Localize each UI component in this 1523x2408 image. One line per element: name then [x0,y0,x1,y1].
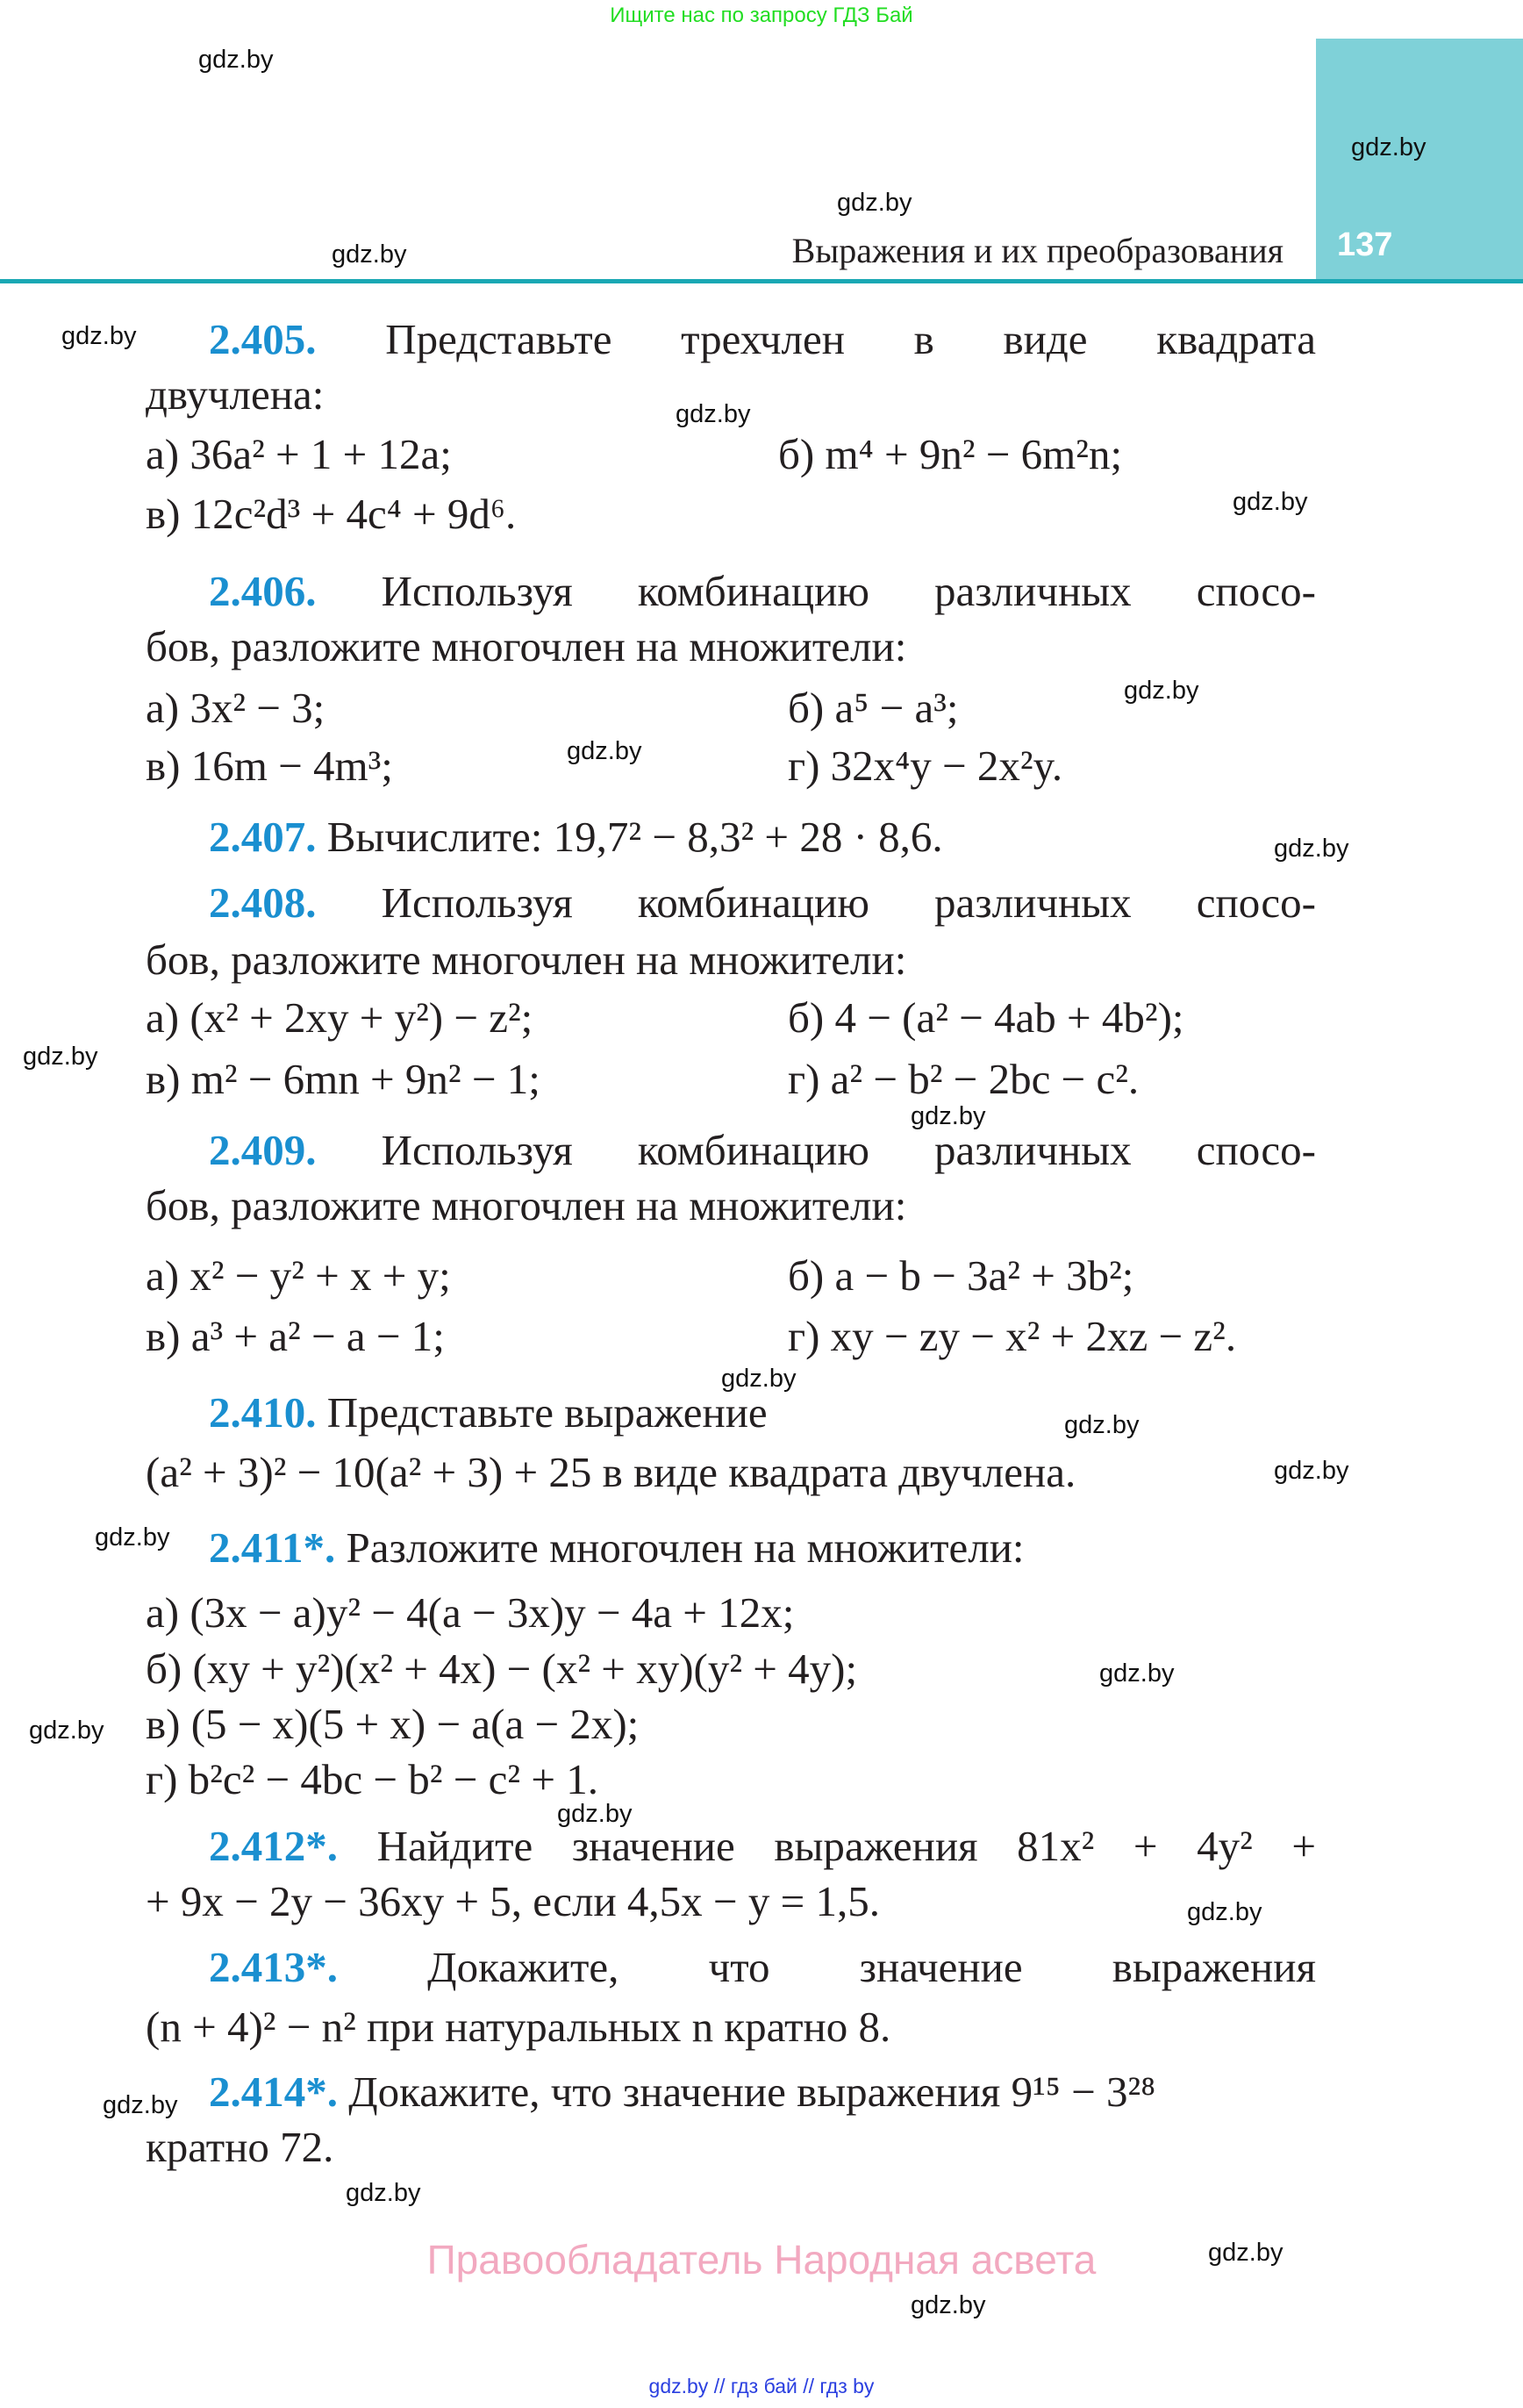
problem-text: Представьте трехчлен в виде квадрата [385,315,1316,363]
problem-2-409-heading [209,1124,1316,1177]
problem-text: Докажите, что значение выражения 9¹⁵ − 3²⁸ [348,2068,1156,2116]
problem-2-408-items [146,992,1316,1044]
problem-number: 2.414*. [209,2068,338,2116]
problem-text: бов, разложите многочлен на множители: [146,935,907,984]
problem-number: 2.406. [209,567,317,615]
watermark: gdz.by [837,189,912,217]
watermark: gdz.by [1124,677,1199,705]
item-c: в) 12c²d³ + 4c⁴ + 9d⁶. [146,490,517,538]
problem-text: бов, разложите многочлен на множители: [146,1181,907,1229]
watermark: gdz.by [1208,2239,1283,2267]
item-b: б) a − b − 3a² + 3b²; [788,1251,1134,1300]
problem-text: Разложите многочлен на множители: [346,1523,1025,1572]
problem-text: Найдите значение выражения 81x² + 4y² + [376,1822,1316,1870]
problem-2-409-items [146,1250,1316,1302]
chapter-title: Выражения и их преобразования [791,231,1283,270]
watermark: gdz.by [911,1102,986,1130]
problem-2-411-heading [209,1522,1316,1574]
problem-2-410-heading [209,1387,1316,1439]
problem-number: 2.407. [209,813,317,861]
problem-text: Докажите, что значение выражения [427,1943,1316,1991]
item-b: б) (xy + y²)(x² + 4x) − (x² + xy)(y² + 4y); [146,1645,858,1693]
item-d: г) xy − zy − x² + 2xz − z². [788,1312,1237,1360]
problem-2-414-heading [209,2066,1316,2118]
watermark: gdz.by [567,737,642,765]
watermark: gdz.by [29,1716,104,1745]
problem-2-408-heading [209,877,1316,929]
problem-number: 2.409. [209,1126,317,1174]
problem-text: бов, разложите многочлен на множители: [146,622,907,670]
search-hint-banner: Ищите нас по запросу ГДЗ Бай [610,4,913,27]
item-b: б) m⁴ + 9n² − 6m²n; [778,430,1123,478]
item-c: в) a³ + a² − a − 1; [146,1312,445,1360]
problem-number: 2.412*. [209,1822,338,1870]
problem-2-406-items [146,740,1316,792]
watermark: gdz.by [1099,1659,1175,1688]
problem-2-409-items [146,1310,1316,1363]
item-a: а) x² − y² + x + y; [146,1251,451,1300]
problem-2-406-heading [209,565,1316,618]
problem-number: 2.410. [209,1388,317,1437]
problem-text: Вычислите: 19,7² − 8,3² + 28 · 8,6. [326,813,943,861]
copyright-notice: Правообладатель Народная асвета [426,2237,1097,2283]
item-c: в) (5 − x)(5 + x) − a(a − 2x); [146,1700,640,1748]
watermark: gdz.by [1274,835,1349,863]
problem-2-407-heading [209,811,1316,864]
problem-2-413-heading [209,1941,1316,1994]
problem-text: Представьте выражение [326,1388,768,1437]
problem-text: Используя комбинацию различных спосо- [381,567,1316,615]
item-c: в) m² − 6mn + 9n² − 1; [146,1055,540,1103]
item-a: а) (x² + 2xy + y²) − z²; [146,993,533,1042]
problem-number: 2.408. [209,878,317,927]
problem-number: 2.413*. [209,1943,338,1991]
problem-text: + 9x − 2y − 36xy + 5, если 4,5x − y = 1,5. [146,1877,880,1925]
item-c: в) 16m − 4m³; [146,742,393,790]
problem-text: кратно 72. [146,2123,334,2171]
item-a: а) (3x − a)y² − 4(a − 3x)y − 4a + 12x; [146,1588,795,1637]
problem-2-412-heading [209,1820,1316,1873]
item-b: б) a⁵ − a³; [788,684,959,732]
problem-text: (a² + 3)² − 10(a² + 3) + 25 в виде квадрата двучлена. [146,1448,1076,1496]
watermark: gdz.by [95,1523,170,1552]
item-d: г) a² − b² − 2bc − c². [788,1055,1140,1103]
watermark: gdz.by [1064,1411,1140,1439]
problem-text: Используя комбинацию различных спосо- [381,1126,1316,1174]
problem-text: (n + 4)² − n² при натуральных n кратно 8. [146,2003,891,2051]
watermark: gdz.by [1187,1898,1262,1926]
watermark: gdz.by [198,46,274,74]
watermark: gdz.by [103,2091,178,2119]
problem-number: 2.405. [209,315,317,363]
problem-2-405-heading [209,313,1316,366]
watermark: gdz.by [721,1365,797,1393]
item-d: г) b²c² − 4bc − b² − c² + 1. [146,1755,598,1803]
footer-links[interactable]: gdz.by // гдз бай // гдз by [648,2375,875,2397]
problem-2-405-items [146,428,1316,481]
item-b: б) 4 − (a² − 4ab + 4b²); [788,993,1184,1042]
watermark: gdz.by [1274,1457,1349,1485]
watermark: gdz.by [61,322,137,350]
problem-2-406-items [146,682,1316,735]
item-d: г) 32x⁴y − 2x²y. [788,742,1063,790]
problem-text: двучлена: [146,370,325,419]
watermark: gdz.by [557,1800,633,1828]
watermark: gdz.by [676,400,751,428]
item-a: а) 36a² + 1 + 12a; [146,430,452,478]
watermark: gdz.by [346,2179,421,2207]
watermark: gdz.by [332,240,407,269]
problem-2-408-items [146,1053,1316,1106]
page-number: 137 [1337,226,1393,263]
watermark: gdz.by [1351,133,1426,161]
header-divider [0,279,1523,283]
item-a: а) 3x² − 3; [146,684,325,732]
problem-text: Используя комбинацию различных спосо- [381,878,1316,927]
problem-number: 2.411*. [209,1523,336,1572]
watermark: gdz.by [911,2291,986,2319]
watermark: gdz.by [1233,488,1308,516]
watermark: gdz.by [23,1043,98,1071]
